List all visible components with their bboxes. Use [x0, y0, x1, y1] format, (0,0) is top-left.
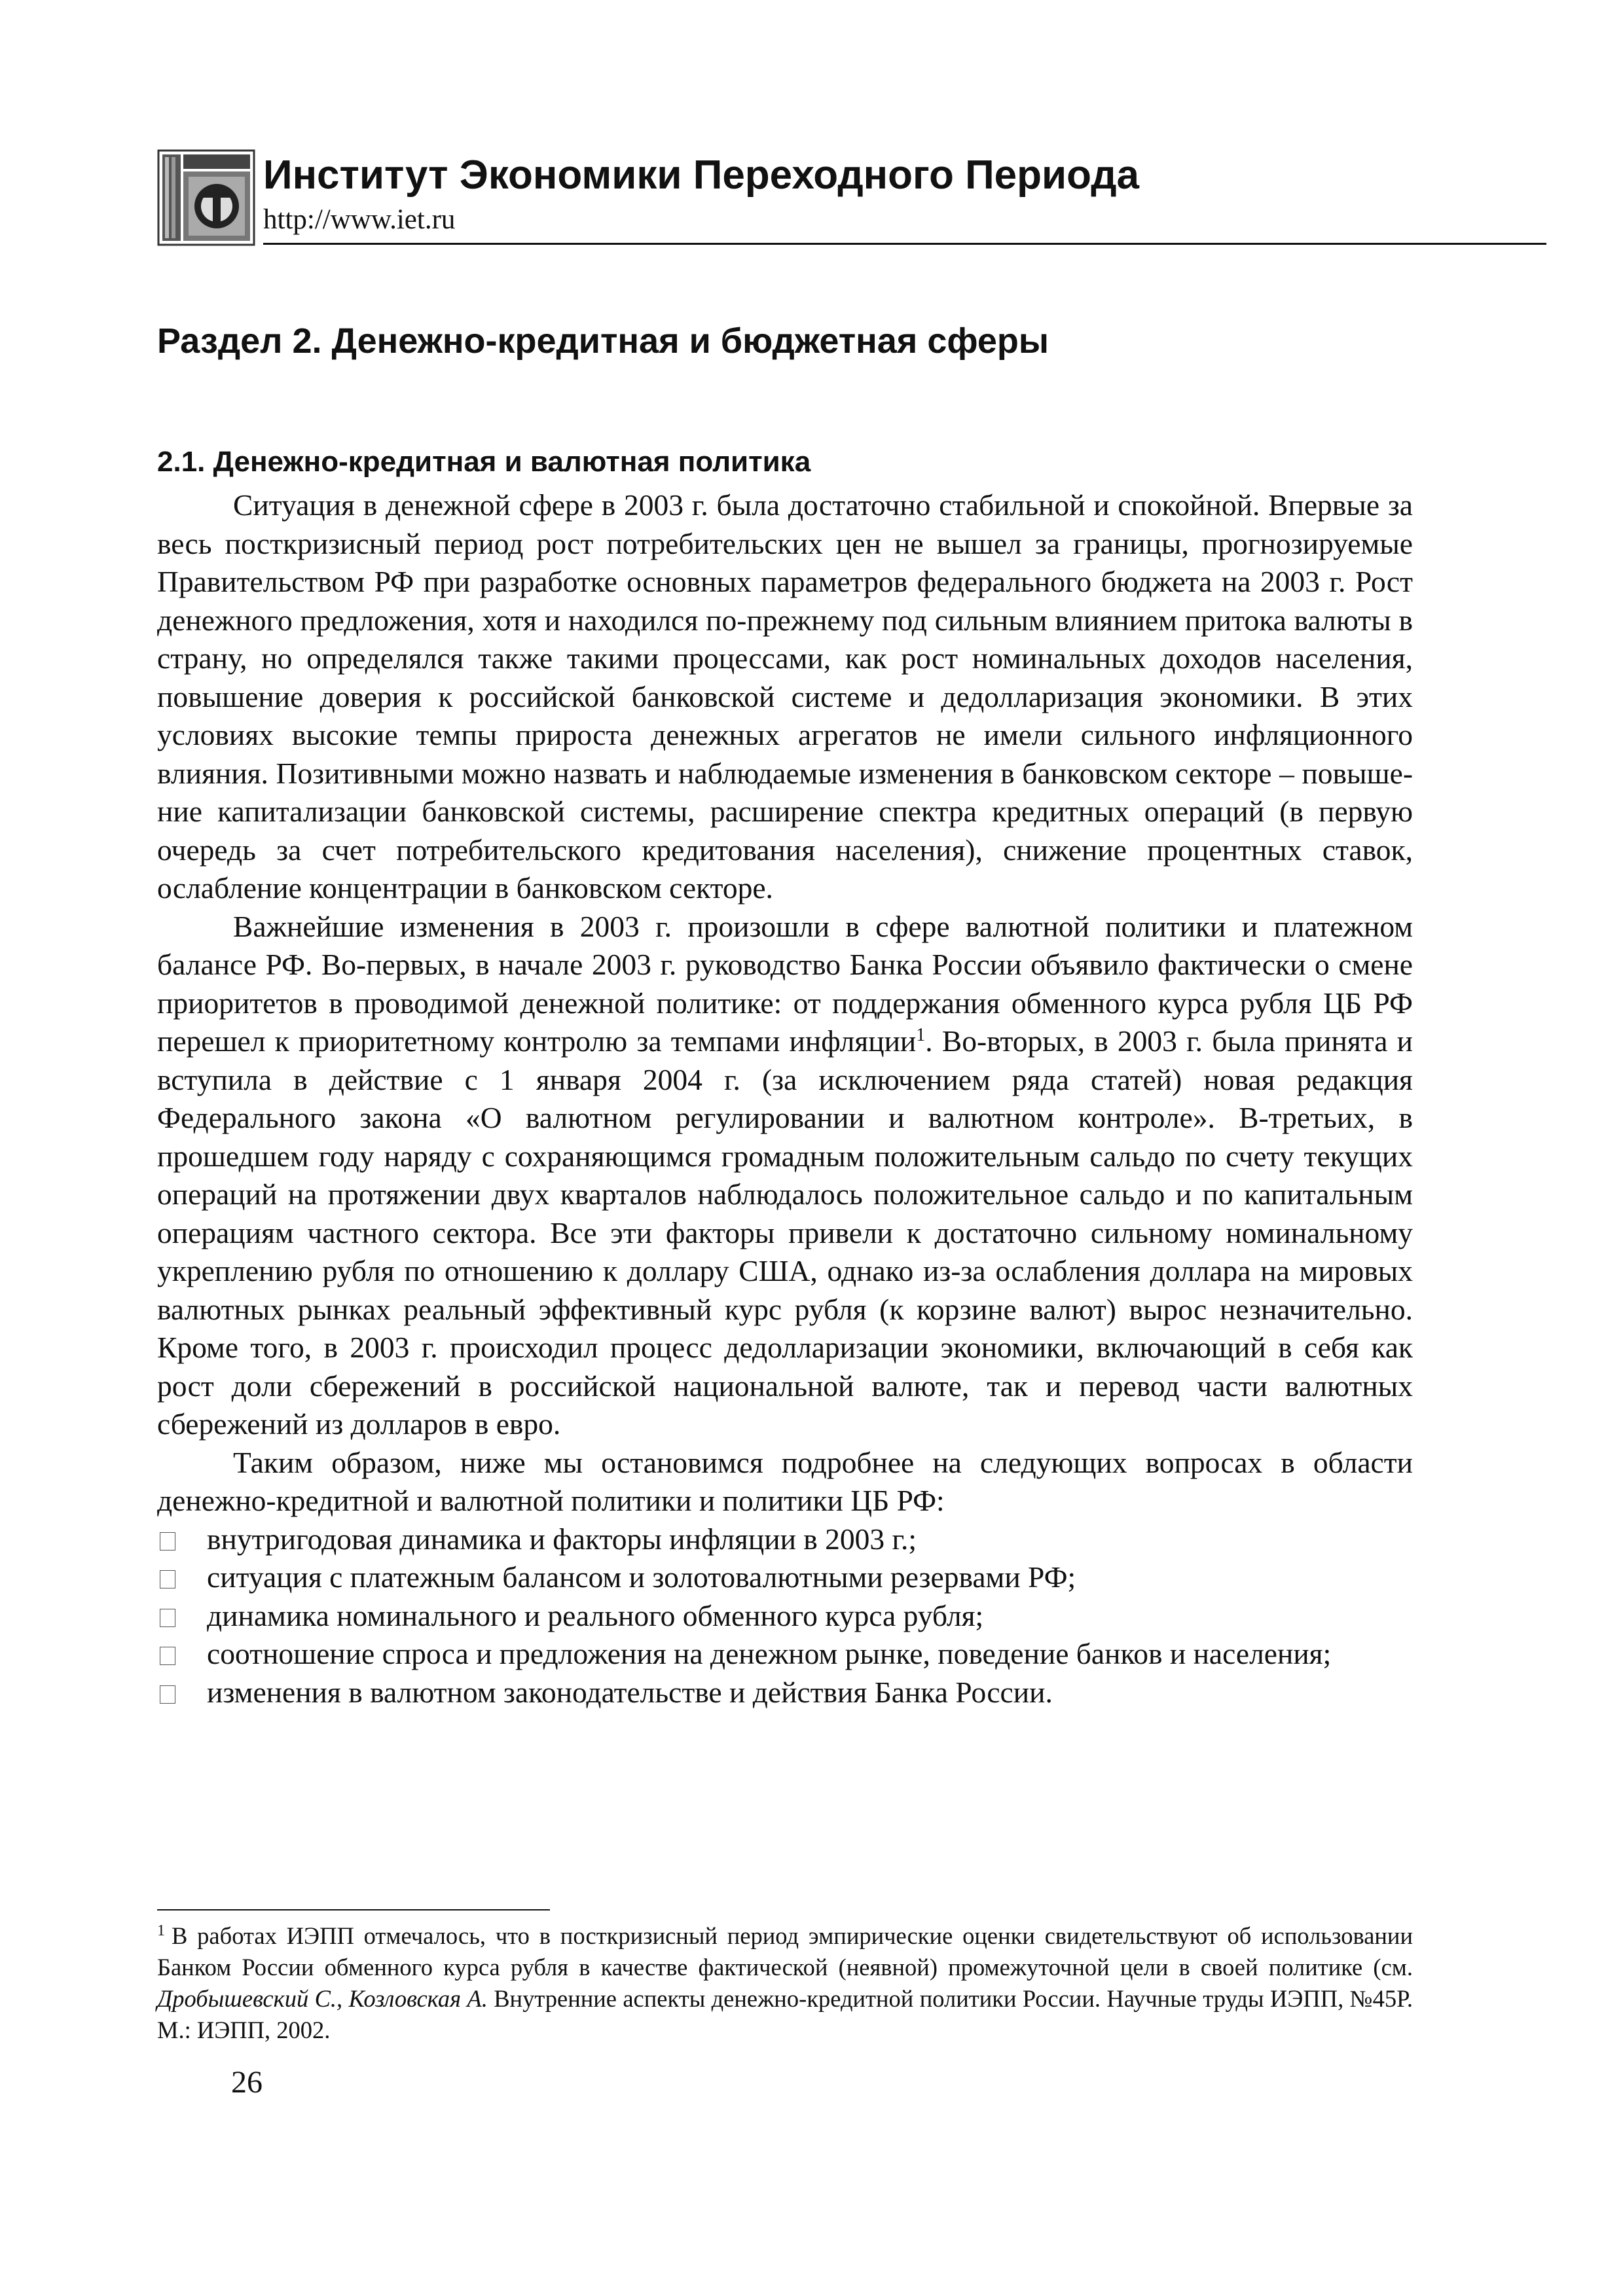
iet-logo-icon	[157, 149, 255, 246]
list-item	[157, 1597, 1413, 1636]
paragraph-1: Ситуация в денежной сфере в 2003 г. была достаточно стабильной и спокойной. Впервые за весь посткризисный период рост потребительских цен не вышел за границы, прогнозируемые Правительством РФ при разработке основных параметров федерального бюджета на 2003 г. Рост денежного предложения, хотя и находился по-прежнему под сильным влиянием притока валюты в страну, но определялся также такими процессами, как рост номинальных доходов населения, повышение доверия к российской банковской системе и дедолларизация экономики. В этих условиях высокие темпы прироста денежных агрегатов не имели сильного инфляционного влияния. Позитивными можно назвать и наблюдаемые изменения в банковском секторе – повышение капитализации банковской системы, расширение спектра кредитных операций (в первую очередь за счет потребительского кредитования населения), снижение процентных ставок, ослабление концентрации в банковском секторе.	[157, 488, 1413, 905]
page-header	[157, 149, 1414, 247]
footnote-text-before: В работах ИЭПП отмечалось, что в посткризисный период эмпирические оценки свидетельствуют об использовании Банком России обменного курса рубля в качестве фактической (неявной) промежуточной цели в своей политике (см.	[157, 1922, 1413, 1981]
paragraph-2-part1: Важнейшие изменения в 2003 г. произошли в сфере валютной политики и платежном балансе РФ. Во-первых, в начале 2003 г. руководство Банка России объявило фактически о смене приоритетов в проводимой денежной политике: от поддержания обменного курса рубля ЦБ РФ перешел к приоритетному контролю за темпами инфляции	[157, 909, 1413, 1058]
org-title: Институт Экономики Переходного Периода	[263, 152, 1140, 198]
bullet-box-icon	[160, 1570, 175, 1588]
paragraph-3: Таким образом, ниже мы остановимся подробнее на следующих вопросах в области денежно-кредитной и валютной политики и политики ЦБ РФ:	[157, 1445, 1413, 1517]
list-item-text: динамика номинального и реального обменного курса рубля;	[207, 1598, 984, 1632]
list-item	[157, 1520, 1413, 1559]
list-item	[157, 1558, 1413, 1597]
org-url[interactable]: http://www.iet.ru	[263, 204, 456, 235]
body-text	[157, 486, 1413, 1712]
bullet-box-icon	[160, 1647, 175, 1665]
bullet-box-icon	[160, 1685, 175, 1704]
footnote-reference[interactable]: 1	[916, 1024, 926, 1045]
footnote	[157, 1920, 1413, 2046]
topic-list	[157, 1520, 1413, 1712]
list-item-text: внутригодовая динамика и факторы инфляции в 2003 г.;	[207, 1522, 917, 1556]
list-item-text: ситуация с платежным балансом и золотовалютными резервами РФ;	[207, 1560, 1076, 1594]
footnote-divider	[157, 1909, 550, 1910]
list-item	[157, 1635, 1413, 1674]
paragraph-2-part2: . Во-вторых, в 2003 г. была принята и вступила в действие с 1 января 2004 г. (за исключением ряда статей) новая редакция Федерального закона «О валютном регулировании и валютном контроле». В-третьих, в прошедшем году наряду с сохраняющимся громадным положительным сальдо по счету текущих операций на протяжении двух кварталов наблюдалось положительное сальдо и по капитальным операциям частного сектора. Все эти факторы привели к достаточно сильному номинальному укреплению рубля по отношению к доллару США, однако из-за ослабления доллара на мировых валютных рынках реальный эффективный курс рубля (к корзине валют) вырос незначительно. Кроме того, в 2003 г. происходил процесс дедолларизации экономики, включающий в себя как рост доли сбережений в российской национальной валюте, так и перевод части валютных сбережений из долларов в евро.	[157, 1024, 1413, 1441]
section-title: Раздел 2. Денежно-кредитная и бюджетная сферы	[157, 321, 1049, 361]
bullet-box-icon	[160, 1609, 175, 1627]
page-number: 26	[231, 2065, 263, 2100]
footnote-number: 1	[157, 1922, 165, 1939]
list-item-text: соотношение спроса и предложения на денежном рынке, поведение банков и населения;	[207, 1637, 1332, 1670]
bullet-box-icon	[160, 1532, 175, 1551]
header-divider	[263, 243, 1546, 245]
footnote-authors: Дробышевский С., Козловская А.	[157, 1985, 488, 2012]
footnote-text-after: Внутренние аспекты денежно-кредитной политики России. Научные труды ИЭПП, №45Р. М.: ИЭПП, 2002.	[157, 1985, 1413, 2043]
subsection-title: 2.1. Денежно-кредитная и валютная политика	[157, 446, 811, 478]
list-item-text: изменения в валютном законодательстве и действия Банка России.	[207, 1675, 1053, 1709]
footnote-text	[157, 1920, 1413, 2046]
paragraph-2	[157, 908, 1413, 1444]
list-item	[157, 1674, 1413, 1712]
